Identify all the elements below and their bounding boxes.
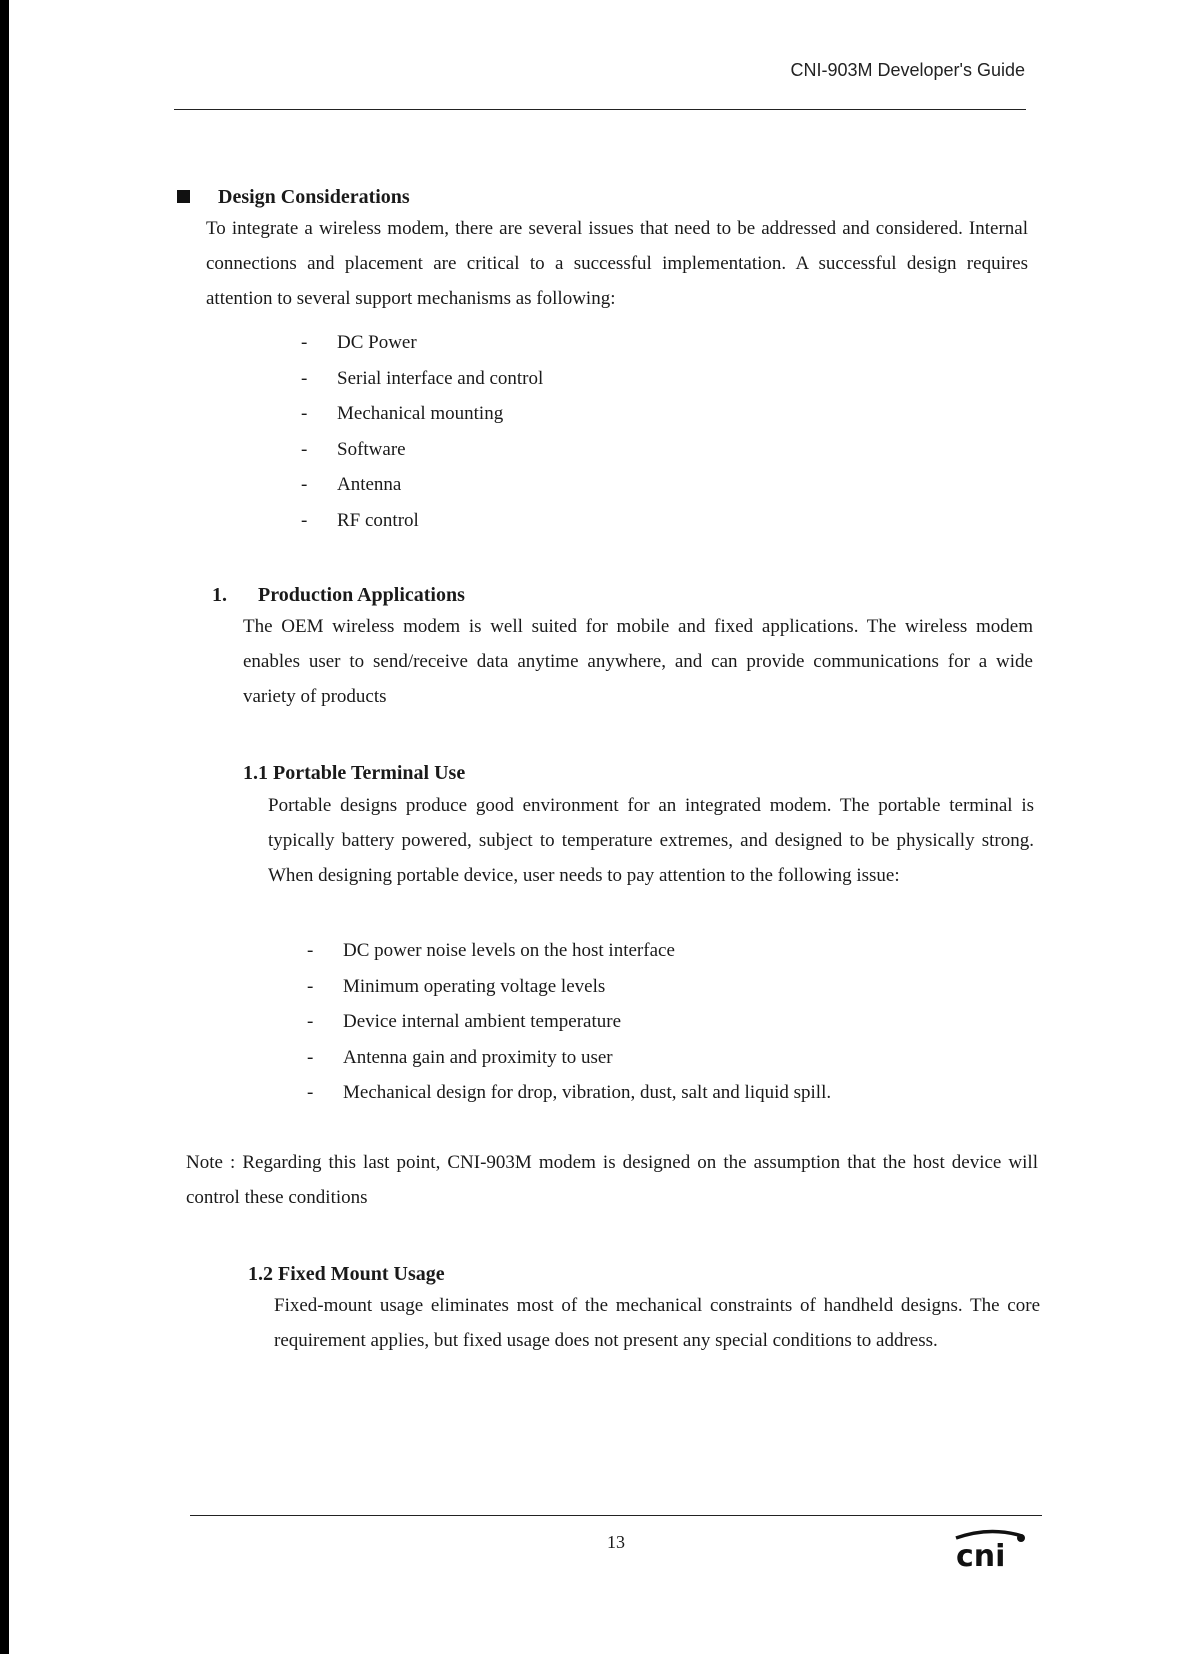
- design-considerations-heading: [177, 186, 410, 209]
- dash-marker: -: [301, 332, 308, 353]
- production-applications-heading: [212, 584, 465, 607]
- list-item: - Mechanical design for drop, vibration, dust, salt and liquid spill.: [307, 1075, 927, 1111]
- design-heading-text: Design Considerations: [218, 186, 410, 208]
- dash-marker: -: [307, 1046, 314, 1068]
- list-item: - Serial interface and control: [301, 361, 801, 397]
- section-number: 1.: [212, 584, 227, 606]
- design-intro-paragraph: To integrate a wireless modem, there are several issues that need to be addressed and considered. Internal connections and placement are critical to a successful implementation. A successful design requires attention to several support mechanisms as following:: [206, 218, 1028, 309]
- page-number: 13: [607, 1532, 625, 1552]
- fixed-mount-paragraph: Fixed-mount usage eliminates most of the mechanical constraints of handheld designs. The core requirement applies, but fixed usage does not present any special conditions to address.: [274, 1295, 1040, 1351]
- note-paragraph: Note : Regarding this last point, CNI-903M modem is designed on the assumption that the host device will control these conditions: [186, 1152, 1038, 1208]
- dash-marker: -: [301, 474, 308, 496]
- production-heading-text: Production Applications: [258, 584, 465, 606]
- list-item: - Device internal ambient temperature: [307, 1004, 927, 1040]
- footer-rule: [190, 1515, 1042, 1516]
- list-item: - DC power noise levels on the host interface: [307, 933, 927, 969]
- list-item: - Antenna: [301, 467, 801, 503]
- portable-issues-list: [307, 933, 927, 1111]
- portable-terminal-heading: 1.1 Portable Terminal Use: [243, 762, 466, 784]
- dash-marker: -: [307, 1011, 314, 1033]
- dash-marker: -: [301, 403, 308, 425]
- production-paragraph: The OEM wireless modem is well suited for mobile and fixed applications. The wireless modem enables user to send/receive data anytime anywhere, and can provide communications for a wide variety of products: [243, 616, 1033, 707]
- document-title: CNI-903M Developer's Guide: [790, 60, 1025, 80]
- portable-paragraph: Portable designs produce good environment for an integrated modem. The portable terminal is typically battery powered, subject to temperature extremes, and designed to be physically strong. When designing portable device, user needs to pay attention to the following issue:: [268, 795, 1034, 886]
- square-bullet-icon: [177, 190, 190, 203]
- fixed-mount-heading: 1.2 Fixed Mount Usage: [248, 1263, 445, 1285]
- dash-marker: -: [307, 975, 314, 997]
- header-rule: [174, 109, 1026, 110]
- cni-logo: [950, 1526, 1030, 1570]
- dash-marker: -: [307, 1082, 314, 1104]
- list-item: - DC Power: [301, 325, 801, 361]
- dash-marker: -: [301, 367, 308, 389]
- dash-marker: -: [301, 509, 308, 531]
- list-item: - RF control: [301, 503, 801, 539]
- logo-text: cni: [956, 1539, 1006, 1570]
- list-item: - Antenna gain and proximity to user: [307, 1040, 927, 1076]
- dash-marker: -: [307, 940, 314, 961]
- list-item: - Software: [301, 432, 801, 468]
- list-item: - Minimum operating voltage levels: [307, 969, 927, 1005]
- design-support-list: [301, 325, 801, 539]
- scan-edge-bar: [0, 0, 9, 1654]
- list-item: - Mechanical mounting: [301, 396, 801, 432]
- dash-marker: -: [301, 438, 308, 460]
